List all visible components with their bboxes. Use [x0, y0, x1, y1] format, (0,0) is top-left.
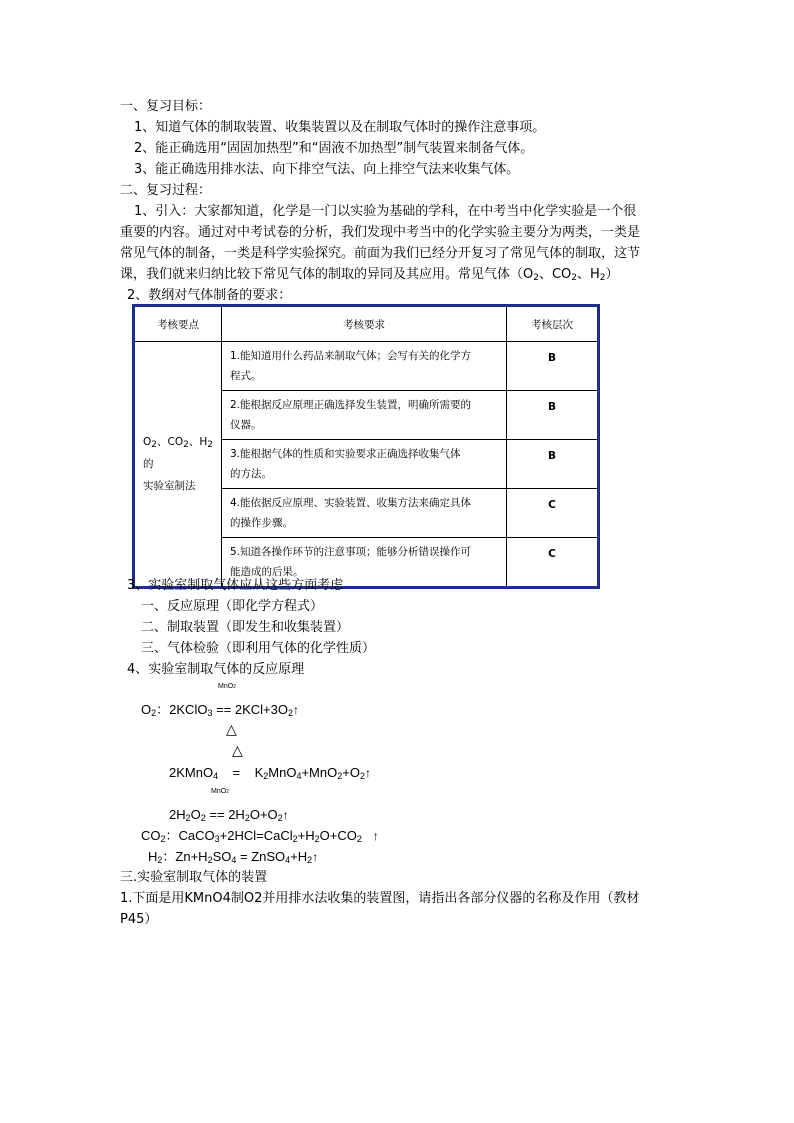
- apparatus-question-line-2: P45）: [120, 912, 158, 927]
- apparatus-heading: 三.实验室制取气体的装置: [120, 870, 268, 885]
- level-cell: C: [507, 538, 599, 588]
- level-cell: B: [507, 391, 599, 440]
- goal-item-1: 1、知道气体的制取装置、收集装置以及在制取气体时的操作注意事项。: [134, 120, 546, 135]
- intro-line-4-text: 课，我们就来归纳比较下常见气体的制取的异同及其应用。常见气体（O: [120, 267, 534, 282]
- up-arrow-icon: ↑: [312, 850, 319, 864]
- co2-equation: $CO_2$：$CaCO_3+2HCl=CaCl_2+H_2O+CO_2$ ↑: [141, 828, 379, 844]
- up-arrow-icon: ↑: [282, 808, 289, 822]
- requirement-cell: 5.知道各操作环节的注意事项；能够分析错误操作可 能造成的后果。: [222, 538, 507, 588]
- key-point-cell: $O_2$、$CO_2$、$H_2$的 实验室制法: [134, 342, 222, 588]
- kmno4-equation: 2KMnO$_4$ = $K_2MnO_4+MnO_2+O_2↑$: [169, 765, 371, 781]
- h2-equation: $H_2$：$Zn+H_2SO_4$ = $ZnSO_4+H_2↑$: [148, 849, 319, 865]
- intro-line-1: 1、引入：大家都知道，化学是一门以实验为基础的学科，在中考当中化学实验是一个很: [134, 204, 637, 219]
- up-arrow-icon: ↑: [372, 829, 379, 843]
- catalyst-label-2: MnO2: [211, 788, 229, 795]
- key-point-line-2: 实验室制法: [143, 480, 196, 492]
- requirement-cell: 2.能根据反应原理正确选择发生装置，明确所需要的 仪器。: [222, 391, 507, 440]
- considerations-heading: 3、实验室制取气体应从这些方面考虑: [127, 578, 344, 593]
- goal-item-2: 2、能正确选用“固固加热型”和“固液不加热型”制气装置来制备气体。: [134, 141, 534, 156]
- requirements-table: [132, 304, 600, 589]
- o2-kclo3-equation: $O_2$：2KClO$_3$ == $2KCl+3O_2↑$: [141, 702, 300, 718]
- process-heading: 二、复习过程：: [120, 183, 212, 198]
- level-cell: B: [507, 342, 599, 391]
- header-key-points: 考核要点: [134, 306, 222, 342]
- catalyst-label-1: MnO2: [218, 683, 236, 690]
- level-cell: C: [507, 489, 599, 538]
- level-cell: B: [507, 440, 599, 489]
- apparatus-question-line-1: 1.下面是用KMnO4制O2并用排水法收集的装置图，请指出各部分仪器的名称及作用（教材: [120, 891, 640, 906]
- requirement-cell: 3.能根据气体的性质和实验要求正确选择收集气体 的方法。: [222, 440, 507, 489]
- heat-triangle-icon: △: [226, 722, 237, 738]
- reactions-heading: 4、实验室制取气体的反应原理: [127, 662, 305, 677]
- table-header-row: [134, 306, 599, 342]
- h2o2-equation: $2H_2O_2$ == $2H_2O+O_2↑$: [169, 807, 289, 823]
- header-level: 考核层次: [507, 306, 599, 342]
- intro-line-4: 课，我们就来归纳比较下常见气体的制取的异同及其应用。常见气体（$O_2$、$CO_2$、$H_2$）: [120, 267, 619, 283]
- up-arrow-icon: ↑: [293, 703, 300, 717]
- consideration-item-1: 一、反应原理（即化学方程式）: [141, 599, 324, 614]
- header-requirements: 考核要求: [222, 306, 507, 342]
- intro-line-3: 常见气体的制备，一类是科学实验探究。前面为我们已经分开复习了常见气体的制取，这节: [120, 246, 641, 261]
- requirement-cell: 4.能依据反应原理、实验装置、收集方法来确定具体 的操作步骤。: [222, 489, 507, 538]
- syllabus-heading: 2、教纲对气体制备的要求：: [127, 288, 292, 303]
- consideration-item-2: 二、制取装置（即发生和收集装置）: [141, 620, 350, 635]
- table-row: [134, 342, 599, 391]
- consideration-item-3: 三、气体检验（即利用气体的化学性质）: [141, 641, 376, 656]
- goal-item-3: 3、能正确选用排水法、向下排空气法、向上排空气法来收集气体。: [134, 162, 520, 177]
- requirement-cell: 1.能知道用什么药品来制取气体；会写有关的化学方 程式。: [222, 342, 507, 391]
- heat-triangle-icon: △: [232, 743, 243, 759]
- goals-heading: 一、复习目标：: [120, 99, 212, 114]
- intro-line-2: 重要的内容。通过对中考试卷的分析，我们发现中考当中的化学实验主要分为两类，一类是: [120, 225, 641, 240]
- up-arrow-icon: ↑: [364, 766, 371, 780]
